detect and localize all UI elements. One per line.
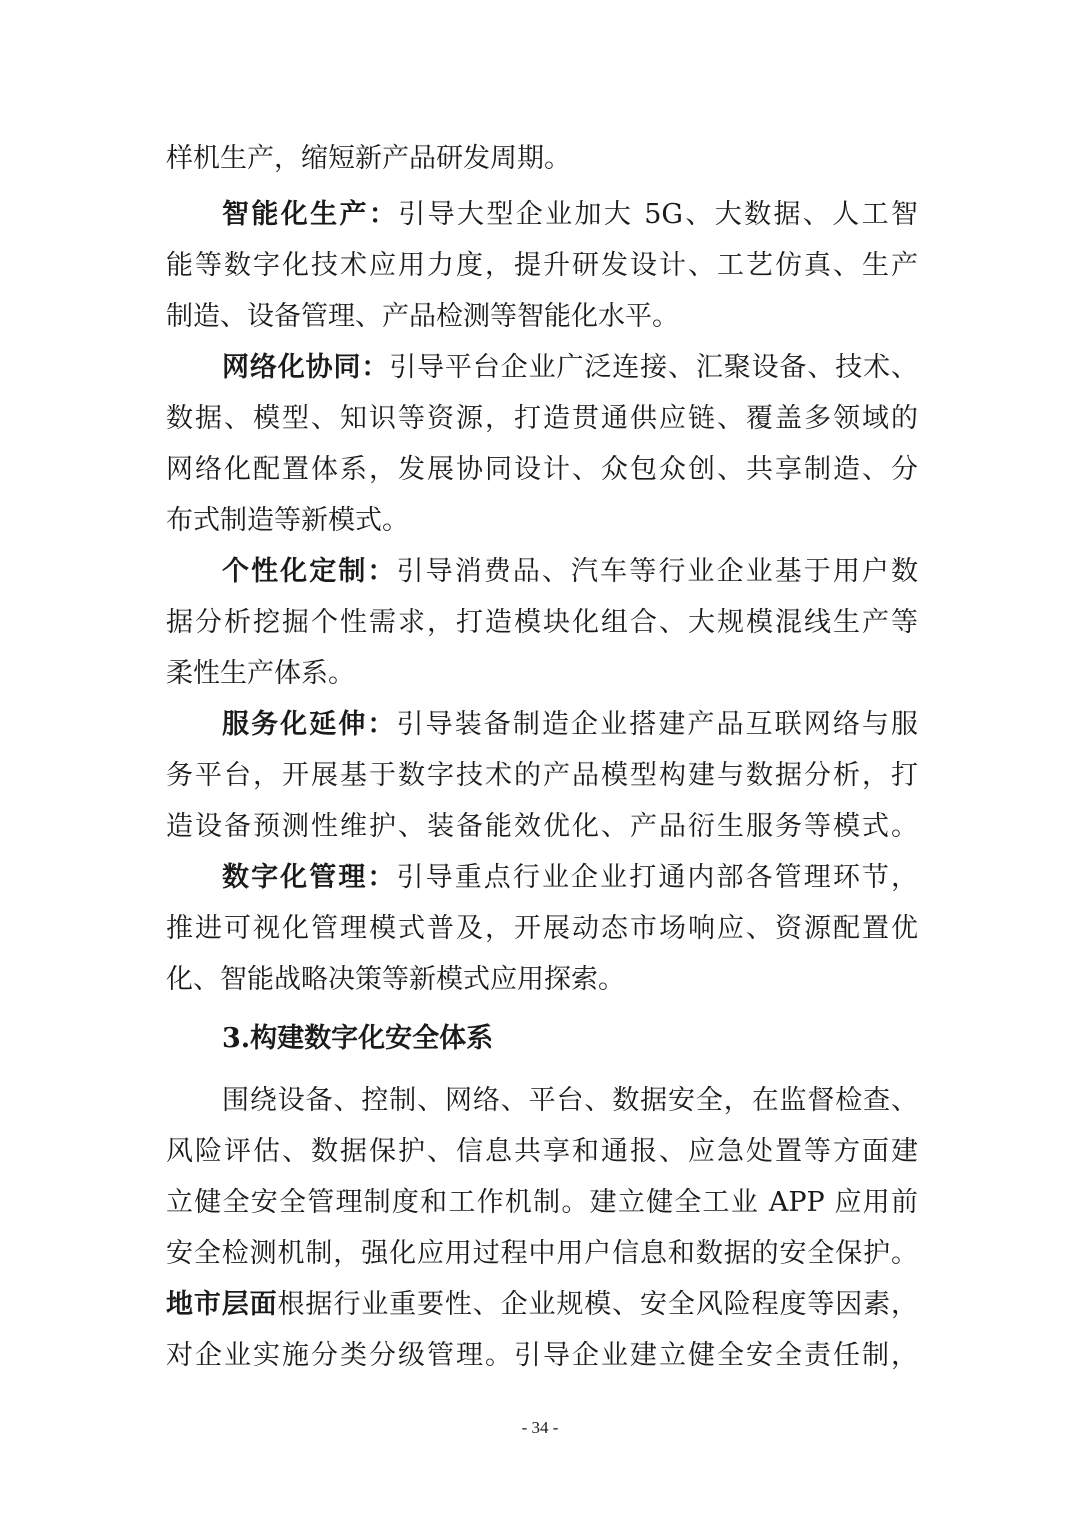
body-line: 风险评估、数据保护、信息共享和通报、应急处置等方面建 (166, 1136, 918, 1167)
body-text: 引导大型企业加大 5G、大数据、人工智 (398, 199, 918, 230)
lead-term: 服务化延伸： (222, 709, 397, 740)
body-line: 制造、设备管理、产品检测等智能化水平。 (166, 301, 679, 332)
body-line: 柔性生产体系。 (166, 658, 355, 689)
lead-term: 智能化生产： (222, 199, 399, 230)
lead-term: 数字化管理： (222, 862, 397, 893)
section-heading: 3.构建数字化安全体系 (222, 1023, 494, 1054)
body-line: 推进可视化管理模式普及，开展动态市场响应、资源配置优 (166, 913, 918, 944)
body-line: 务平台，开展基于数字技术的产品模型构建与数据分析，打 (166, 760, 918, 791)
paragraph-personalized-customization (222, 552, 918, 592)
body-text: 根据行业重要性、企业规模、安全风险程度等因素， (277, 1289, 918, 1320)
body-line: 据分析挖掘个性需求，打造模块化组合、大规模混线生产等 (166, 607, 918, 638)
body-line: 立健全安全管理制度和工作机制。建立健全工业 APP 应用前 (166, 1187, 918, 1218)
lead-term: 个性化定制： (222, 556, 397, 587)
paragraph-digital-management (222, 858, 918, 898)
body-line: 样机生产，缩短新产品研发周期。 (166, 143, 571, 174)
paragraph-network-collaboration (222, 348, 918, 388)
body-line: 安全检测机制，强化应用过程中用户信息和数据的安全保护。 (166, 1238, 918, 1269)
page-number: - 34 - (521, 1418, 559, 1437)
body-text: 引导消费品、汽车等行业企业基于用户数 (396, 556, 918, 587)
lead-term: 地市层面 (166, 1289, 278, 1320)
body-line: 化、智能战略决策等新模式应用探索。 (166, 964, 625, 995)
body-line: 网络化配置体系，发展协同设计、众包众创、共享制造、分 (166, 454, 918, 485)
body-line (166, 1285, 918, 1325)
body-line: 能等数字化技术应用力度，提升研发设计、工艺仿真、生产 (166, 250, 918, 281)
paragraph-security-system: 围绕设备、控制、网络、平台、数据安全，在监督检查、 (222, 1085, 918, 1116)
paragraph-smart-production (222, 195, 918, 235)
body-line: 数据、模型、知识等资源，打造贯通供应链、覆盖多领域的 (166, 403, 918, 434)
body-line: 造设备预测性维护、装备能效优化、产品衍生服务等模式。 (166, 811, 918, 842)
body-text: 引导平台企业广泛连接、汇聚设备、技术、 (389, 352, 918, 383)
lead-term: 网络化协同： (222, 352, 390, 383)
body-line: 对企业实施分类分级管理。引导企业建立健全安全责任制， (166, 1340, 918, 1371)
body-text: 引导装备制造企业搭建产品互联网络与服 (396, 709, 918, 740)
body-text: 引导重点行业企业打通内部各管理环节， (396, 862, 918, 893)
body-line: 布式制造等新模式。 (166, 505, 409, 536)
paragraph-service-extension (222, 705, 918, 745)
